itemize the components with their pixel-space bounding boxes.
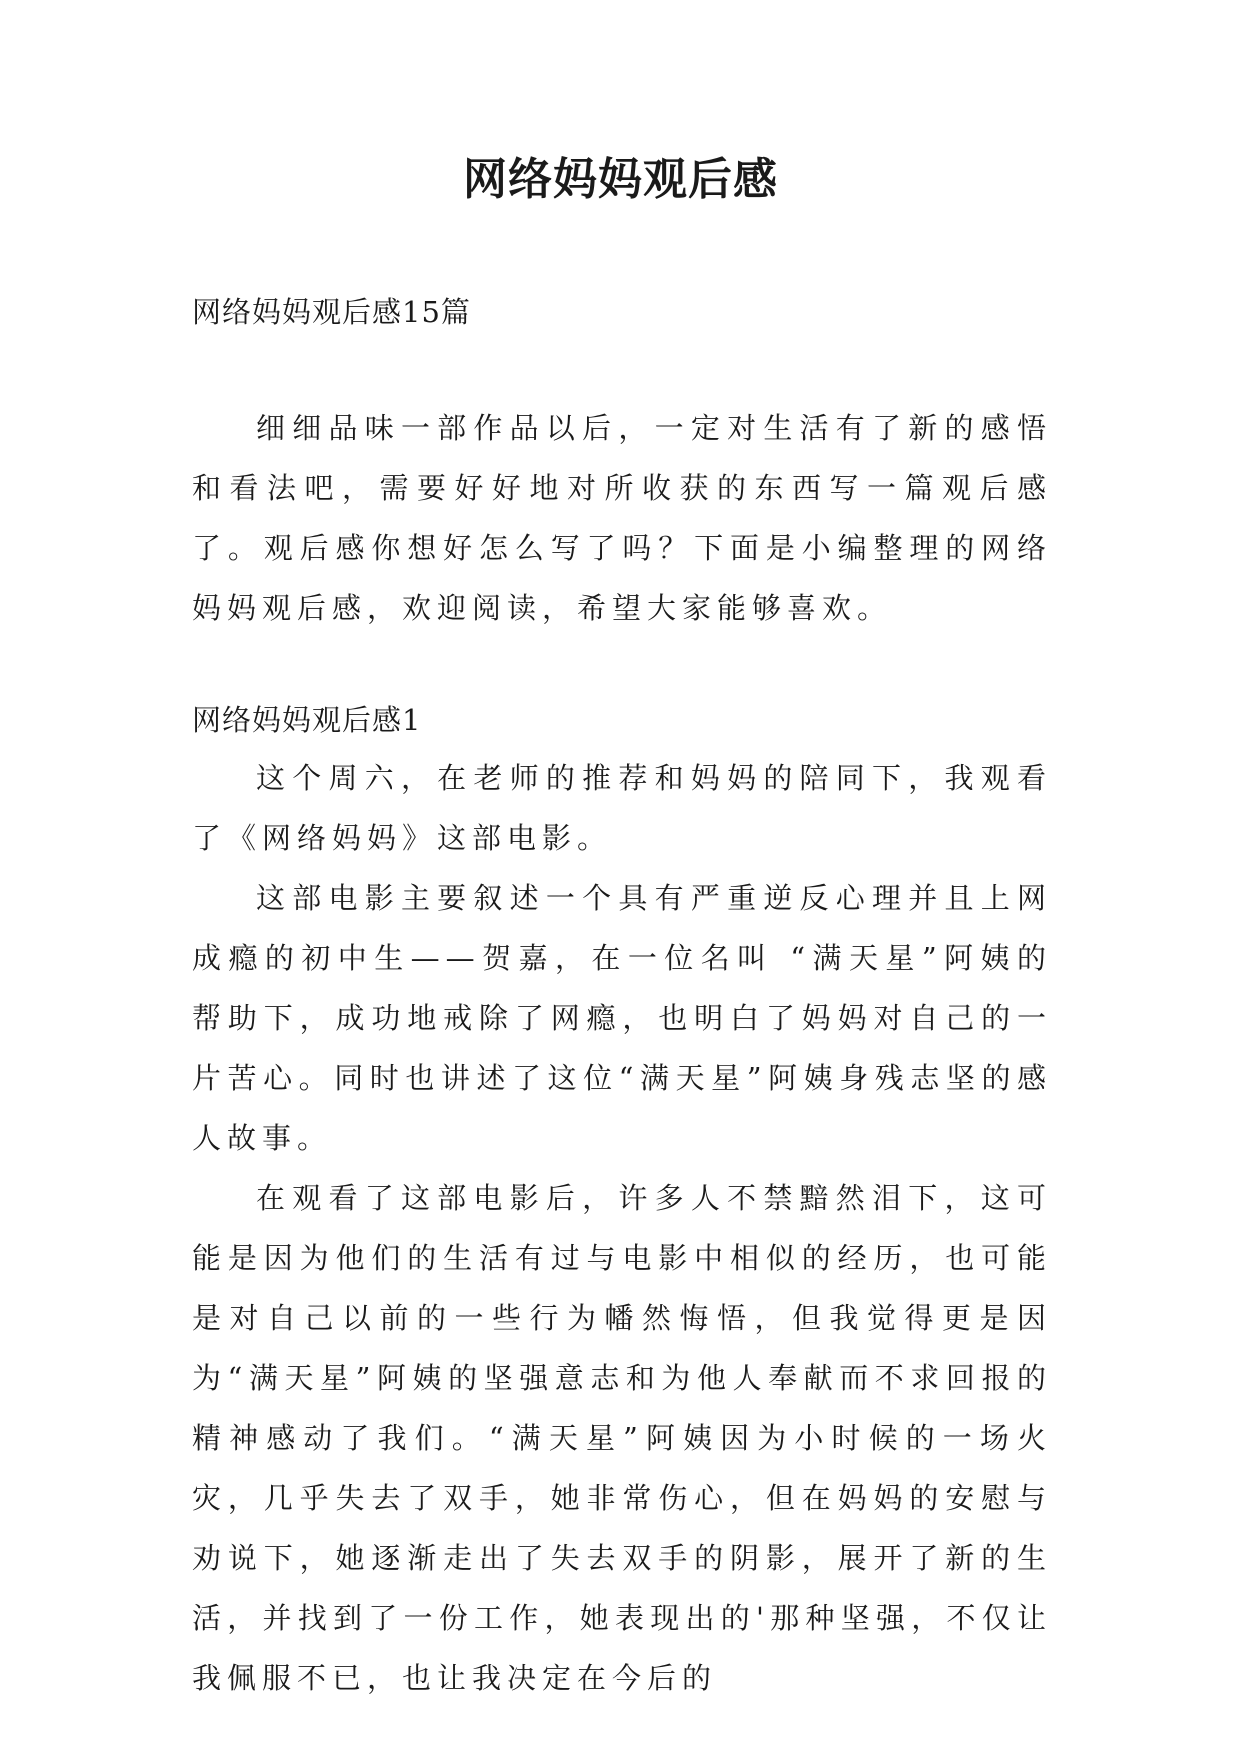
- intro-text: 细细品味一部作品以后，一定对生活有了新的感悟和看法吧，需要好好地对所收获的东西写一篇观后感了。观后感你想好怎么写了吗？下面是小编整理的网络妈妈观后感，欢迎阅读，希望大家能够喜欢。: [192, 411, 1052, 625]
- intro-paragraph: [192, 398, 1052, 638]
- section-body: [192, 748, 1052, 1708]
- document-title: 网络妈妈观后感: [463, 154, 778, 205]
- body-paragraph: 在观看了这部电影后，许多人不禁黯然泪下，这可能是因为他们的生活有过与电影中相似的经历，也可能是对自己以前的一些行为幡然悔悟，但我觉得更是因为“满天星”阿姨的坚强意志和为他人奉献而不求回报的精神感动了我们。“满天星”阿姨因为小时候的一场火灾，几乎失去了双手，她非常伤心，但在妈妈的安慰与劝说下，她逐渐走出了失去双手的阴影，展开了新的生活，并找到了一份工作，她表现出的'那种坚强，不仅让我佩服不已，也让我决定在今后的: [192, 1181, 1052, 1695]
- document-subtitle: 网络妈妈观后感15篇: [192, 295, 471, 329]
- section-heading: 网络妈妈观后感1: [192, 703, 422, 737]
- body-paragraph: 这个周六，在老师的推荐和妈妈的陪同下，我观看了《网络妈妈》这部电影。: [192, 761, 1052, 855]
- body-paragraph: 这部电影主要叙述一个具有严重逆反心理并且上网成瘾的初中生——贺嘉，在一位名叫 “满天星”阿姨的帮助下，成功地戒除了网瘾，也明白了妈妈对自己的一片苦心。同时也讲述了这位“满天星”阿姨身残志坚的感人故事。: [192, 881, 1052, 1155]
